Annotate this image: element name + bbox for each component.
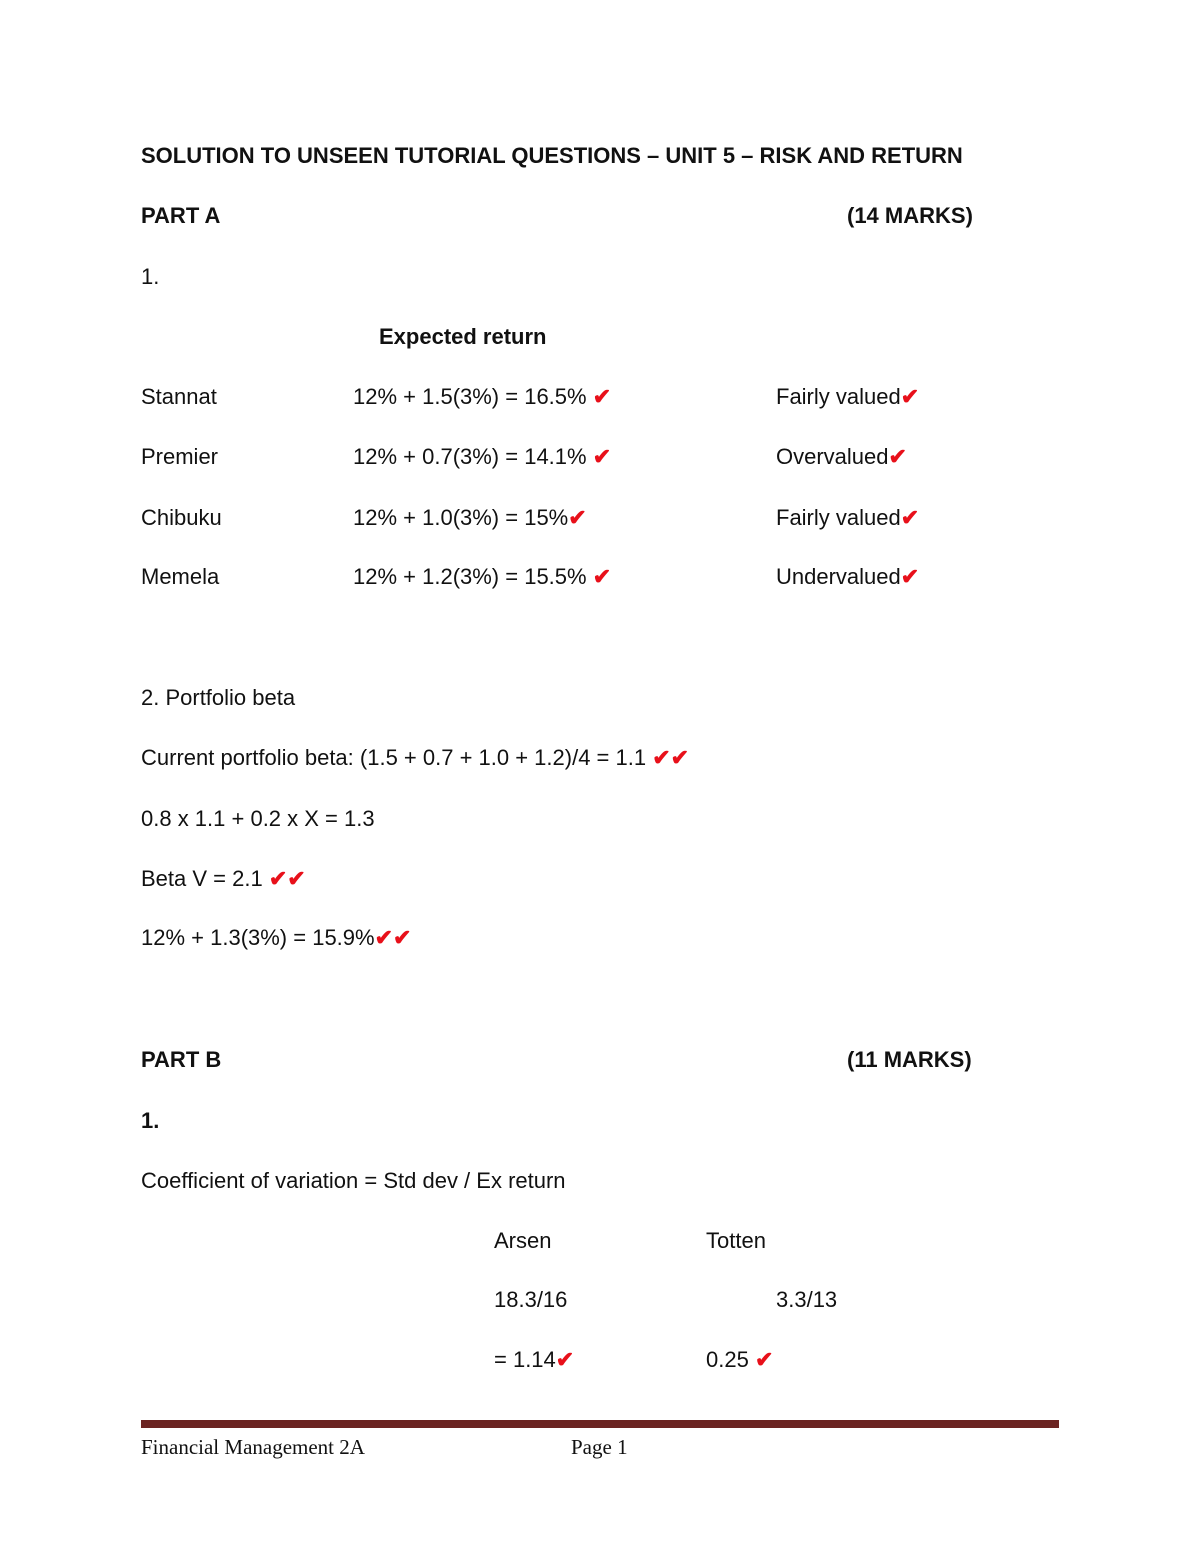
- check-icon: ✔✔: [652, 745, 690, 770]
- cv-formula: Coefficient of variation = Std dev / Ex return: [141, 1168, 566, 1193]
- check-icon: ✔: [568, 505, 587, 530]
- check-icon: ✔: [555, 1347, 575, 1372]
- check-icon: ✔✔: [374, 925, 412, 950]
- column-header-totten: Totten: [706, 1228, 766, 1253]
- question-number: 1.: [141, 264, 160, 289]
- footer-course: Financial Management 2A: [141, 1435, 365, 1459]
- stock-verdict: Undervalued✔: [776, 564, 920, 589]
- calc-line: Current portfolio beta: (1.5 + 0.7 + 1.0 + 1.2)/4 = 1.1 ✔✔: [141, 745, 690, 770]
- stock-verdict: Overvalued✔: [776, 444, 907, 469]
- stock-formula: 12% + 0.7(3%) = 14.1% ✔: [353, 444, 612, 469]
- stock-verdict: Fairly valued✔: [776, 384, 920, 409]
- column-header-arsen: Arsen: [494, 1228, 552, 1253]
- check-icon: ✔✔: [268, 866, 306, 891]
- question-number: 1.: [141, 1108, 160, 1133]
- check-icon: ✔: [900, 564, 920, 589]
- footer-page-number: Page 1: [571, 1435, 628, 1459]
- stock-verdict: Fairly valued✔: [776, 505, 920, 530]
- footer-rule: [141, 1420, 1059, 1428]
- check-icon: ✔: [900, 505, 920, 530]
- stock-name: Premier: [141, 444, 219, 469]
- part-b-marks: (11 MARKS): [847, 1047, 972, 1072]
- stock-formula: 12% + 1.2(3%) = 15.5% ✔: [353, 564, 612, 589]
- portfolio-beta-heading: 2. Portfolio beta: [141, 685, 296, 710]
- arsen-result: = 1.14✔: [494, 1347, 575, 1372]
- stock-name: Memela: [141, 564, 220, 589]
- part-b-label: PART B: [141, 1047, 222, 1072]
- calc-line: 12% + 1.3(3%) = 15.9%✔✔: [141, 925, 412, 950]
- part-a-label: PART A: [141, 203, 221, 228]
- check-icon: ✔: [754, 1347, 774, 1372]
- totten-calc: 3.3/13: [776, 1287, 838, 1312]
- stock-formula: 12% + 1.0(3%) = 15%✔: [353, 505, 587, 530]
- check-icon: ✔: [592, 384, 612, 409]
- stock-name: Stannat: [141, 384, 217, 409]
- calc-line: 0.8 x 1.1 + 0.2 x X = 1.3: [141, 806, 375, 831]
- check-icon: ✔: [592, 444, 612, 469]
- expected-return-heading: Expected return: [379, 324, 547, 349]
- totten-result: 0.25 ✔: [706, 1347, 774, 1372]
- stock-name: Chibuku: [141, 505, 222, 530]
- arsen-calc: 18.3/16: [494, 1287, 568, 1312]
- calc-line: Beta V = 2.1 ✔✔: [141, 866, 306, 891]
- document-title: SOLUTION TO UNSEEN TUTORIAL QUESTIONS – UNIT 5 – RISK AND RETURN: [141, 143, 963, 168]
- check-icon: ✔: [888, 444, 907, 469]
- check-icon: ✔: [900, 384, 920, 409]
- stock-formula: 12% + 1.5(3%) = 16.5% ✔: [353, 384, 612, 409]
- check-icon: ✔: [592, 564, 612, 589]
- part-a-marks: (14 MARKS): [847, 203, 973, 228]
